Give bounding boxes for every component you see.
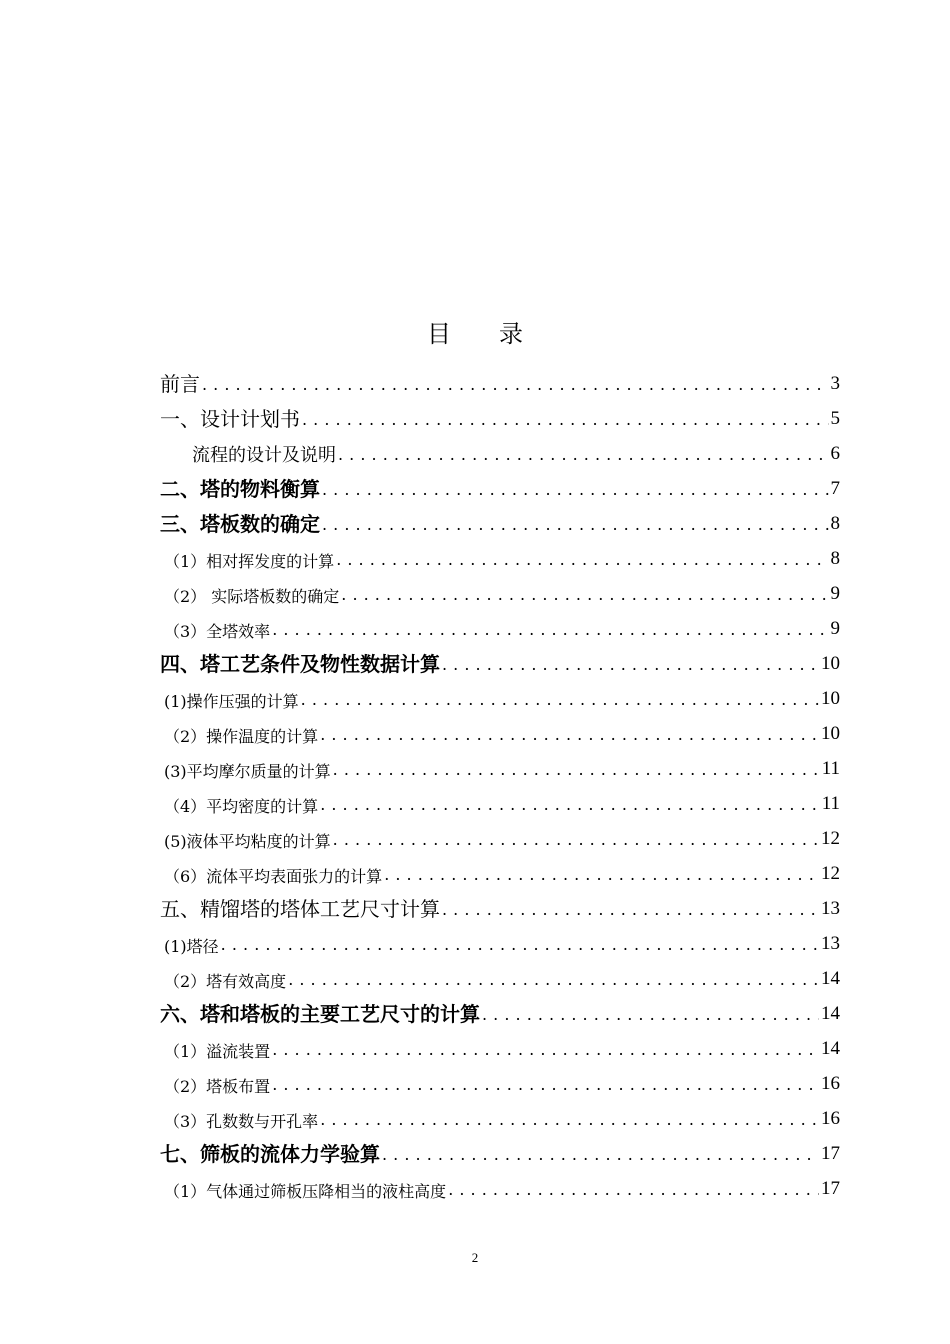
toc-entry-page: 3: [830, 373, 840, 394]
toc-entry[interactable]: [160, 502, 840, 537]
toc-entry-label: （6）流体平均表面张力的计算: [164, 867, 383, 886]
toc-entry-page: 8: [830, 513, 840, 534]
toc-entry[interactable]: [160, 362, 840, 397]
toc-leader-dots: [320, 1109, 819, 1129]
toc-leader-dots: [322, 479, 829, 499]
toc-leader-dots: [272, 1074, 819, 1094]
toc-entry[interactable]: [160, 817, 840, 852]
toc-entry-label: （2） 实际塔板数的确定: [164, 587, 340, 606]
toc-entry-label: (1)塔径: [164, 937, 219, 956]
toc-entry[interactable]: [160, 1167, 840, 1202]
toc-entry-page: 8: [830, 548, 840, 569]
toc-entry[interactable]: [160, 467, 840, 502]
toc-entry-page: 9: [830, 618, 840, 639]
toc-leader-dots: [272, 619, 828, 639]
toc-entry-label: （4）平均密度的计算: [164, 797, 319, 816]
toc-entry[interactable]: [160, 607, 840, 642]
toc-entry-label: 前言: [160, 372, 200, 396]
toc-entry-label: 五、精馏塔的塔体工艺尺寸计算: [160, 897, 440, 921]
table-of-contents: [160, 362, 840, 1202]
toc-entry[interactable]: [160, 397, 840, 432]
toc-leader-dots: [322, 514, 829, 534]
toc-entry[interactable]: [160, 1062, 840, 1097]
toc-entry-page: 11: [821, 758, 840, 779]
toc-entry[interactable]: [160, 1132, 840, 1167]
toc-entry-label: 二、塔的物料衡算: [160, 477, 320, 501]
toc-entry-label: 六、塔和塔板的主要工艺尺寸的计算: [160, 1002, 480, 1026]
toc-entry[interactable]: [160, 432, 840, 467]
toc-entry[interactable]: [160, 887, 840, 922]
toc-entry-page: 17: [821, 1143, 840, 1164]
toc-entry-label: （2）塔有效高度: [164, 972, 287, 991]
toc-entry-label: 三、塔板数的确定: [160, 512, 320, 536]
toc-entry-page: 13: [821, 898, 840, 919]
toc-leader-dots: [202, 374, 829, 394]
toc-entry[interactable]: [160, 642, 840, 677]
toc-leader-dots: [288, 969, 819, 989]
toc-entry-label: （2）操作温度的计算: [164, 727, 319, 746]
toc-leader-dots: [272, 1039, 819, 1059]
toc-entry-label: （2）塔板布置: [164, 1077, 271, 1096]
title-left-char: 目: [427, 320, 451, 348]
toc-entry[interactable]: [160, 747, 840, 782]
toc-entry[interactable]: [160, 992, 840, 1027]
toc-leader-dots: [442, 899, 819, 919]
toc-leader-dots: [482, 1004, 819, 1024]
toc-entry[interactable]: [160, 537, 840, 572]
toc-entry-label: 一、设计计划书: [160, 407, 300, 431]
toc-entry-page: 6: [830, 443, 840, 464]
toc-entry-label: （1）气体通过筛板压降相当的液柱高度: [164, 1182, 447, 1201]
toc-leader-dots: [341, 584, 828, 604]
toc-entry-label: 四、塔工艺条件及物性数据计算: [160, 652, 440, 676]
toc-entry[interactable]: [160, 572, 840, 607]
toc-leader-dots: [442, 654, 819, 674]
toc-leader-dots: [302, 409, 829, 429]
toc-entry[interactable]: [160, 677, 840, 712]
toc-entry[interactable]: [160, 712, 840, 747]
toc-entry-label: （3）孔数数与开孔率: [164, 1112, 319, 1131]
toc-entry-page: 14: [821, 968, 840, 989]
toc-leader-dots: [320, 794, 820, 814]
toc-entry-page: 17: [821, 1178, 840, 1199]
toc-leader-dots: [221, 934, 819, 954]
toc-entry-label: （1）相对挥发度的计算: [164, 552, 335, 571]
toc-entry-label: （3）全塔效率: [164, 622, 271, 641]
toc-leader-dots: [336, 549, 828, 569]
page-number: 2: [471, 1250, 479, 1265]
toc-leader-dots: [384, 864, 819, 884]
toc-entry[interactable]: [160, 852, 840, 887]
toc-leader-dots: [333, 829, 819, 849]
toc-entry-label: (3)平均摩尔质量的计算: [164, 762, 331, 781]
toc-entry-label: （1）溢流装置: [164, 1042, 271, 1061]
toc-leader-dots: [338, 444, 829, 464]
toc-entry[interactable]: [160, 1027, 840, 1062]
toc-entry-page: 12: [821, 828, 840, 849]
toc-entry-page: 10: [821, 688, 840, 709]
toc-leader-dots: [320, 724, 819, 744]
toc-leader-dots: [448, 1179, 819, 1199]
toc-leader-dots: [382, 1144, 819, 1164]
page-title: [0, 314, 950, 349]
toc-entry[interactable]: [160, 782, 840, 817]
toc-leader-dots: [333, 759, 820, 779]
toc-entry[interactable]: [160, 957, 840, 992]
toc-entry-page: 16: [821, 1108, 840, 1129]
toc-entry[interactable]: [160, 1097, 840, 1132]
toc-entry[interactable]: [160, 922, 840, 957]
toc-entry-page: 12: [821, 863, 840, 884]
toc-entry-page: 14: [821, 1038, 840, 1059]
toc-entry-label: 流程的设计及说明: [192, 445, 336, 466]
title-right-char: 录: [499, 320, 523, 348]
toc-entry-page: 13: [821, 933, 840, 954]
toc-entry-page: 16: [821, 1073, 840, 1094]
toc-entry-page: 5: [830, 408, 840, 429]
toc-leader-dots: [301, 689, 819, 709]
toc-entry-page: 10: [821, 653, 840, 674]
toc-entry-label: 七、筛板的流体力学验算: [160, 1142, 380, 1166]
toc-entry-page: 9: [830, 583, 840, 604]
toc-entry-page: 11: [821, 793, 840, 814]
toc-entry-label: (1)操作压强的计算: [164, 692, 299, 711]
toc-entry-page: 7: [830, 478, 840, 499]
toc-entry-label: (5)液体平均粘度的计算: [164, 832, 331, 851]
toc-entry-page: 14: [821, 1003, 840, 1024]
toc-entry-page: 10: [821, 723, 840, 744]
